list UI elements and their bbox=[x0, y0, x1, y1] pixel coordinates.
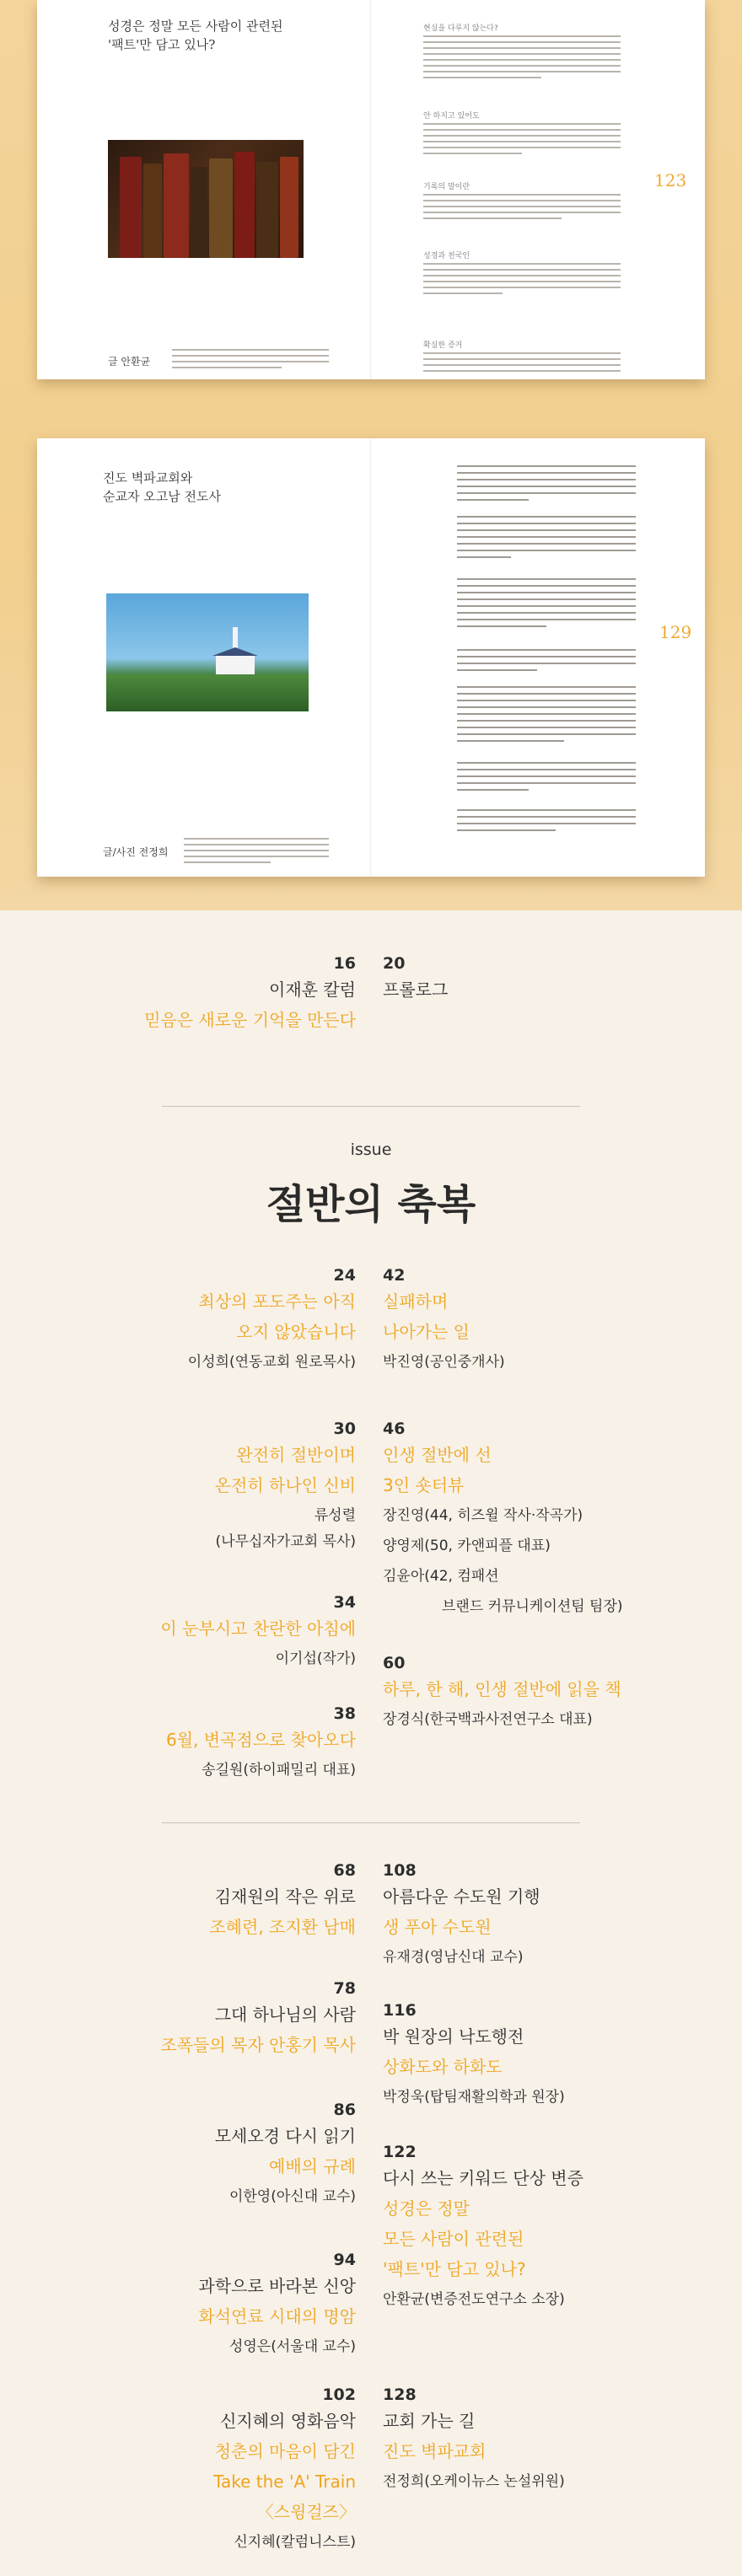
book-spine bbox=[120, 157, 142, 258]
spread-sub-head: 기록의 말이란 bbox=[423, 183, 470, 191]
toc-page-number: 94 bbox=[333, 2251, 356, 2269]
toc-entry[interactable] bbox=[188, 1264, 356, 1377]
spread-body-text bbox=[423, 194, 621, 223]
toc-page-number: 30 bbox=[333, 1419, 356, 1438]
toc-page-number: 86 bbox=[333, 2101, 356, 2119]
spread-body-text bbox=[457, 516, 636, 563]
issue-title: 절반의 축복 bbox=[266, 1181, 476, 1228]
toc-title: 진도 벽파교회 bbox=[383, 2441, 487, 2461]
toc-page-number: 38 bbox=[333, 1704, 356, 1723]
spread-sub-head: 현실을 다루지 않는다? bbox=[423, 24, 498, 33]
toc-author: 류성렬 bbox=[314, 1507, 356, 1524]
spread-title bbox=[108, 17, 327, 54]
toc-page-number: 122 bbox=[383, 2143, 417, 2161]
spread-fold bbox=[370, 438, 372, 877]
spread-body-text bbox=[457, 649, 636, 676]
book-spine bbox=[143, 164, 162, 258]
toc-title: 상화도와 하화도 bbox=[383, 2057, 503, 2077]
spread-body-text bbox=[457, 686, 636, 747]
toc-column-name: 아름다운 수도원 기행 bbox=[383, 1886, 540, 1907]
toc-title: 나아가는 일 bbox=[383, 1322, 470, 1342]
toc-title: 믿음은 새로운 기억을 만든다 bbox=[144, 1010, 356, 1030]
toc-column-name: 김재원의 작은 위로 bbox=[214, 1886, 356, 1907]
toc-page-number: 46 bbox=[383, 1419, 406, 1438]
spread-fold bbox=[370, 0, 372, 379]
page-number: 123 bbox=[654, 170, 687, 191]
toc-title: 이 눈부시고 찬란한 아침에 bbox=[160, 1618, 356, 1639]
toc-title: '팩트'만 담고 있나? bbox=[383, 2259, 526, 2279]
toc-title: 온전히 하나인 신비 bbox=[214, 1475, 356, 1495]
toc-column-name: 과학으로 바라본 신앙 bbox=[198, 2276, 356, 2296]
toc-title: 예배의 규례 bbox=[269, 2156, 356, 2176]
toc-author: 신지혜(칼럼니스트) bbox=[234, 2534, 356, 2551]
book-spine bbox=[209, 158, 233, 258]
spread-sub-head: 확실한 증거 bbox=[423, 341, 463, 350]
toc-entry[interactable] bbox=[383, 1652, 621, 1735]
toc-page-number: 116 bbox=[383, 2001, 417, 2020]
toc-column-name: 모세오경 다시 읽기 bbox=[214, 2126, 356, 2146]
toc-author: 브랜드 커뮤니케이션팀 팀장) bbox=[442, 1598, 623, 1615]
issue-kicker: issue bbox=[350, 1140, 392, 1159]
toc-author: (나무십자가교회 목사) bbox=[215, 1533, 356, 1550]
byline-note bbox=[184, 838, 329, 867]
spread-body-text bbox=[457, 465, 636, 506]
toc-column-name: 신지혜의 영화음악 bbox=[220, 2411, 356, 2431]
toc-page-number: 78 bbox=[333, 1979, 356, 1998]
book-spine bbox=[280, 157, 298, 258]
spread-byline: 글/사진 전정희 bbox=[103, 846, 169, 858]
toc-entry[interactable] bbox=[213, 2384, 356, 2557]
toc-column-name: 그대 하나님의 사람 bbox=[214, 2004, 356, 2025]
toc-title: 실패하며 bbox=[383, 1291, 449, 1312]
toc-page-number: 16 bbox=[333, 954, 356, 973]
toc-title: 최상의 포도주는 아직 bbox=[198, 1291, 356, 1312]
toc-title: 청춘의 마음이 담긴 bbox=[214, 2441, 356, 2461]
toc-page-number: 34 bbox=[333, 1593, 356, 1612]
spread-title-line: '팩트'만 담고 있나? bbox=[108, 37, 216, 52]
toc-author: 김윤아(42, 컴패션 bbox=[383, 1568, 499, 1585]
toc-author: 박진영(공인중개사) bbox=[383, 1354, 505, 1371]
church-photo bbox=[106, 593, 309, 711]
book-spine bbox=[191, 167, 207, 258]
spread-sub-head: 성경과 천국인 bbox=[423, 252, 470, 260]
toc-title: 인생 절반에 선 bbox=[383, 1445, 492, 1465]
magazine-spread-1 bbox=[37, 0, 705, 379]
spread-body-text bbox=[423, 123, 621, 158]
toc-page-number: 128 bbox=[383, 2385, 417, 2404]
spread-body-text bbox=[457, 762, 636, 796]
toc-entry[interactable] bbox=[198, 2249, 356, 2362]
spread-title-line: 성경은 정말 모든 사람이 관련된 bbox=[108, 19, 283, 34]
toc-title: Take the 'A' Train bbox=[213, 2471, 356, 2492]
spread-body-text bbox=[423, 35, 621, 83]
magazine-spread-2 bbox=[37, 438, 705, 877]
toc-page-number: 60 bbox=[383, 1654, 406, 1672]
toc-title: 6월, 변곡점으로 찾아오다 bbox=[166, 1730, 356, 1750]
toc-author: 안환균(변증전도연구소 소장) bbox=[383, 2291, 565, 2308]
toc-author: 이성희(연동교회 원로목사) bbox=[187, 1354, 356, 1371]
toc-author: 이한영(아신대 교수) bbox=[229, 2188, 356, 2205]
toc-author: 장경식(한국백과사전연구소 대표) bbox=[383, 1711, 593, 1728]
toc-title: 조혜련, 조지환 남매 bbox=[209, 1917, 356, 1937]
toc-column-name: 다시 쓰는 키워드 단상 변증 bbox=[383, 2168, 583, 2188]
toc-entry[interactable] bbox=[383, 953, 448, 1005]
toc-column-name: 박 원장의 낙도행전 bbox=[383, 2026, 524, 2047]
book-spine bbox=[234, 152, 255, 258]
toc-title: 프롤로그 bbox=[383, 979, 449, 1000]
toc-entry[interactable] bbox=[209, 1860, 356, 1942]
toc-entry[interactable] bbox=[383, 1418, 623, 1622]
toc-author: 이기섭(작가) bbox=[275, 1650, 356, 1667]
spread-body-text bbox=[457, 809, 636, 836]
toc-entry[interactable] bbox=[215, 2099, 356, 2212]
spread-sub-head: 안 하지고 있어도 bbox=[423, 112, 480, 121]
toc-page-number: 108 bbox=[383, 1861, 417, 1880]
toc-author: 성영은(서울대 교수) bbox=[229, 2338, 356, 2355]
toc-author: 전정희(오케이뉴스 논설위원) bbox=[383, 2473, 565, 2490]
toc-entry[interactable] bbox=[215, 1418, 356, 1553]
spread-title-line: 진도 벽파교회와 bbox=[103, 470, 193, 486]
page-number: 129 bbox=[659, 622, 692, 642]
toc-page-number: 24 bbox=[333, 1266, 356, 1285]
toc-entry[interactable] bbox=[383, 1860, 540, 1972]
toc-title: 조폭들의 목자 안홍기 목사 bbox=[160, 2035, 356, 2055]
toc-title: 〈스윙걸즈〉 bbox=[256, 2502, 356, 2522]
section-divider bbox=[162, 1106, 580, 1107]
book-spine bbox=[164, 153, 189, 258]
toc-title: 3인 숏터뷰 bbox=[383, 1475, 465, 1495]
book-spine bbox=[256, 162, 278, 258]
bookshelf-photo bbox=[108, 140, 304, 258]
toc-title: 생 푸아 수도원 bbox=[383, 1917, 492, 1937]
spread-body-text bbox=[457, 578, 636, 632]
church-roof bbox=[212, 647, 258, 656]
toc-title: 모든 사람이 관련된 bbox=[383, 2229, 524, 2249]
toc-title: 성경은 정말 bbox=[383, 2198, 470, 2219]
toc-title: 오지 않았습니다 bbox=[236, 1322, 356, 1342]
toc-author: 양영제(50, 카앤피플 대표) bbox=[383, 1538, 551, 1554]
toc-entry[interactable] bbox=[383, 1264, 505, 1377]
toc-page-number: 68 bbox=[333, 1861, 356, 1880]
toc-title: 화석연료 시대의 명암 bbox=[198, 2306, 356, 2326]
toc-entry[interactable] bbox=[166, 1703, 356, 1785]
toc-column-name: 교회 가는 길 bbox=[383, 2411, 476, 2431]
toc-entry[interactable] bbox=[160, 1591, 356, 1674]
toc-entry[interactable] bbox=[383, 1999, 565, 2112]
section-divider bbox=[162, 1822, 580, 1823]
toc-page-number: 102 bbox=[322, 2385, 356, 2404]
spread-title bbox=[103, 469, 322, 506]
toc-author: 장진영(44, 히즈윌 작사·작곡가) bbox=[383, 1507, 583, 1524]
toc-author: 유재경(영남신대 교수) bbox=[383, 1949, 524, 1966]
byline-note bbox=[172, 349, 329, 373]
toc-entry[interactable] bbox=[160, 1978, 356, 2060]
toc-page-number: 42 bbox=[383, 1266, 406, 1285]
toc-entry[interactable] bbox=[383, 2141, 583, 2315]
toc-title: 하루, 한 해, 인생 절반에 읽을 책 bbox=[383, 1679, 621, 1699]
toc-column-name: 이재훈 칼럼 bbox=[269, 979, 356, 1000]
toc-entry[interactable] bbox=[144, 953, 356, 1035]
toc-author: 송길원(하이패밀리 대표) bbox=[202, 1762, 356, 1779]
hillside bbox=[106, 674, 309, 711]
toc-entry[interactable] bbox=[383, 2384, 565, 2497]
spread-byline: 글 안환균 bbox=[108, 356, 151, 368]
toc-author: 박정욱(탑팀재활의학과 원장) bbox=[383, 2089, 565, 2106]
toc-title: 완전히 절반이며 bbox=[236, 1445, 356, 1465]
toc-page-number: 20 bbox=[383, 954, 406, 973]
spread-title-line: 순교자 오고남 전도사 bbox=[103, 489, 221, 504]
spread-body-text bbox=[423, 352, 621, 376]
spread-body-text bbox=[423, 263, 621, 298]
